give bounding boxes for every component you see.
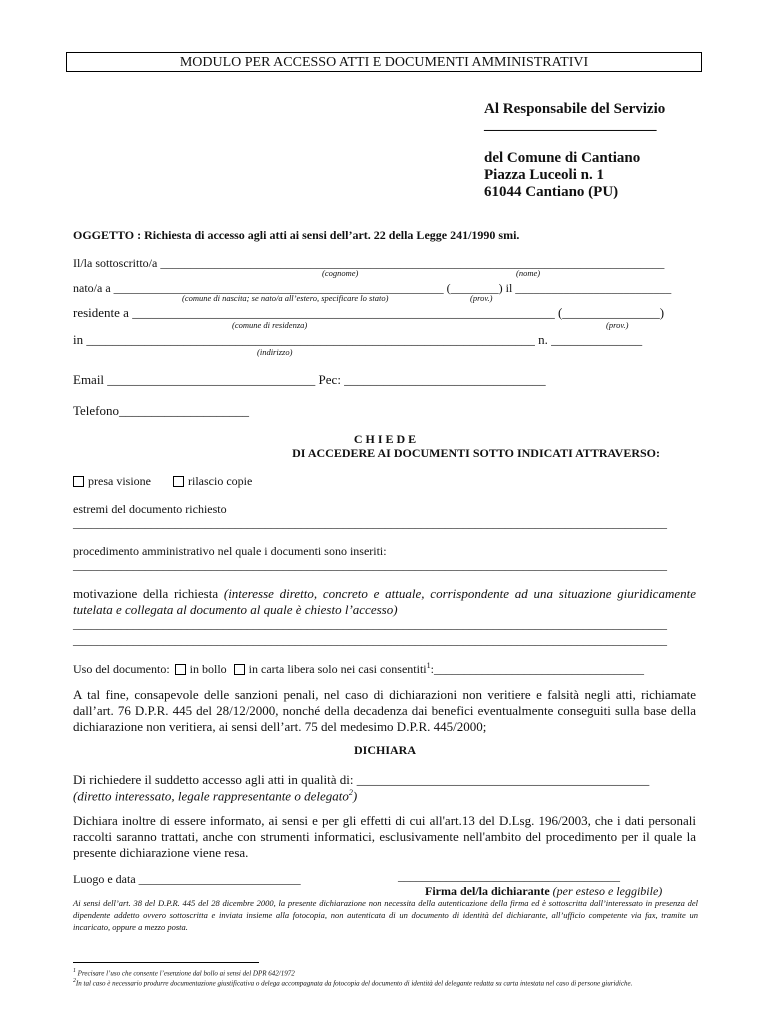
presa-visione-label: presa visione [88,474,151,488]
motivazione-field-2[interactable]: ___________________________________________________________________________________________________ [73,633,667,647]
nato-field[interactable]: nato/a a _______________________________________________________ (________) il __________________________ [73,281,672,295]
recipient-line-1: Al Responsabile del Servizio [484,101,666,117]
footnote-1-number: 1 [73,968,76,974]
qualita-hint-close: ) [352,788,358,804]
subject-line: OGGETTO : Richiesta di accesso agli atti ai sensi dell’art. 22 della Legge 241/1990 smi. [73,228,520,242]
recipient-municipality: del Comune di Cantiano [484,150,641,166]
qualita-hint-text: (diretto interessato, legale rappresentante o delegato [73,788,349,804]
nome-hint: (nome) [516,268,541,278]
bollo-checkbox[interactable] [175,664,186,675]
consapevole-paragraph: A tal fine, consapevole delle sanzioni penali, nel caso di dichiarazioni non veritiere e falsità negli atti, richiamate dall’art. 76 D.P.R. 445 del 28/12/2000, nonché della decadenza dai benefici eventualmente conseguiti sulla base della dichiarazione non veritiera, ai sensi dell’art. 75 del medesimo D.P.R. 445/2000; [73,687,696,734]
dichiara-heading: DICHIARA [353,743,416,757]
indirizzo-hint: (indirizzo) [257,347,293,357]
option-presa-visione[interactable] [73,474,151,489]
form-title: MODULO PER ACCESSO ATTI E DOCUMENTI AMMINISTRATIVI [66,52,702,72]
footnote-ref-1: 1 [426,661,431,670]
firma-label: Firma del/la dichiarante [425,884,550,898]
qualita-field[interactable]: Di richiedere il suddetto accesso agli atti in qualità di: _____________________________________________ [73,772,650,787]
footnote-divider [73,962,259,963]
motivazione-text [73,586,696,618]
uso-documento-row [73,661,644,677]
option-rilascio-copie[interactable] [173,474,252,489]
uso-field[interactable]: :___________________________________ [430,662,644,676]
procedimento-label: procedimento amministrativo nel quale i documenti sono inseriti: [73,544,387,558]
cognome-hint: (cognome) [322,268,359,278]
indirizzo-field[interactable]: in _____________________________________________________________________ n. ______________ [73,332,643,347]
recipient-blank[interactable]: _______________________ [484,117,657,133]
footnote-2-number: 2 [73,978,76,984]
chiede-subheading: DI ACCEDERE AI DOCUMENTI SOTTO INDICATI ATTRAVERSO: [292,446,660,460]
legal-note: Ai sensi dell’art. 38 del D.P.R. 445 del 28 dicembre 2000, la presente dichiarazione non necessita della autenticazione della firma ed è sottoscritta dall’interessato in presenza del dipendente addetto ovvero sottoscritta e inviata insieme alla fotocopia, non autenticata di un documento di identità del dichiarante, all’ufficio competente via fax, tramite un incaricato, oppure a mezzo posta. [73,898,698,932]
privacy-paragraph: Dichiara inoltre di essere informato, ai sensi e per gli effetti di cui all'art.13 del D.Lsg. 196/2003, che i dati personali raccolti saranno trattati, anche con strumenti informatici, esclusivamente nell'ambito del procedimento per il quale la presente dichiarazione viene resa. [73,813,696,860]
bollo-label: in bollo [189,662,227,676]
prov-hint-1: (prov.) [470,293,493,303]
chiede-heading: C H I E D E [353,432,417,446]
footnote-2 [73,978,632,987]
rilascio-copie-checkbox[interactable] [173,476,184,487]
footnote-ref-2: 2 [348,788,353,797]
motivazione-field-1[interactable]: ___________________________________________________________________________________________________ [73,617,667,631]
telefono-field[interactable]: Telefono____________________ [73,403,250,418]
recipient-address: Piazza Luceoli n. 1 [484,167,604,183]
procedimento-field[interactable]: ___________________________________________________________________________________________________ [73,558,667,572]
nascita-hint: (comune di nascita; se nato/a all’estero, specificare lo stato) [182,293,389,303]
sottoscritto-field[interactable]: Il/la sottoscritto/a ____________________________________________________________________________________ [73,256,665,270]
residenza-hint: (comune di residenza) [232,320,308,330]
carta-libera-checkbox[interactable] [234,664,245,675]
residente-field[interactable]: residente a _________________________________________________________________ (_______________) [73,305,665,320]
signature-field[interactable]: _____________________________________ [398,869,620,883]
footnote-1 [73,968,295,977]
qualita-hint [73,788,357,804]
footnote-1-text: Precisare l’uso che consente l’esenzione dal bollo ai sensi del DPR 642/1972 [77,969,295,978]
email-pec-field[interactable]: Email ________________________________ Pec: _______________________________ [73,372,546,387]
carta-libera-label: in carta libera solo nei casi consentiti [248,662,427,676]
recipient-city: 61044 Cantiano (PU) [484,184,619,200]
rilascio-copie-label: rilascio copie [188,474,253,488]
motivazione-hint: (interesse diretto, concreto e attuale, corrispondente ad una situazione giuridicamente tutelata e collegata al documento al quale è chiesto l’accesso) [73,586,696,617]
motivazione-label: motivazione della richiesta [73,586,219,601]
firma-hint: (per esteso e leggibile) [552,884,663,898]
estremi-field[interactable]: ___________________________________________________________________________________________________ [73,516,667,530]
prov-hint-2: (prov.) [606,320,629,330]
estremi-label: estremi del documento richiesto [73,502,227,516]
uso-label: Uso del documento: [73,662,170,676]
presa-visione-checkbox[interactable] [73,476,84,487]
footnote-2-text: In tal caso è necessario produrre documentazione giustificativa o delega accompagnata da fotocopia del documento di identità del delegante redatta su carta intestata nel caso di persone giuridiche. [75,979,633,988]
luogo-data-field[interactable]: Luogo e data ___________________________ [73,872,301,886]
